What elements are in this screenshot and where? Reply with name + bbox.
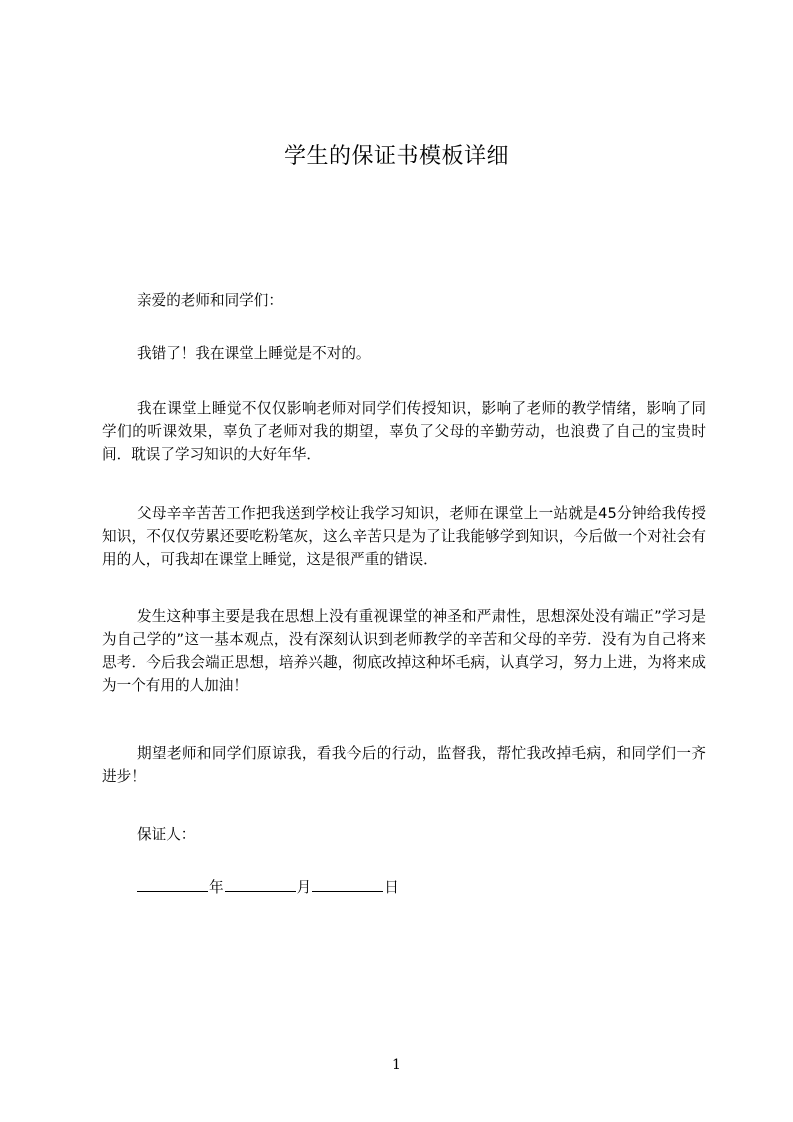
guarantor-label: 保证人： bbox=[137, 826, 196, 843]
date-line bbox=[137, 876, 400, 899]
day-label: 日 bbox=[384, 879, 399, 896]
paragraph-apology: 我错了！我在课堂上睡觉是不对的。 bbox=[137, 345, 371, 362]
day-blank bbox=[312, 876, 383, 892]
month-blank bbox=[225, 876, 296, 892]
paragraph-impact: 我在课堂上睡觉不仅仅影响老师对同学们传授知识，影响了老师的教学情绪，影响了同学们的听课效果，辜负了老师对我的期望，辜负了父母的辛勤劳动，也浪费了自己的宝贵时间．耽误了学习知识的大好年华． bbox=[102, 400, 706, 463]
page-number: 1 bbox=[392, 1057, 401, 1073]
month-label: 月 bbox=[296, 879, 312, 896]
paragraph-hope: 期望老师和同学们原谅我，看我今后的行动，监督我，帮忙我改掉毛病，和同学们一齐进步！ bbox=[102, 745, 706, 785]
year-label: 年 bbox=[209, 879, 224, 896]
year-blank bbox=[137, 876, 208, 892]
salutation: 亲爱的老师和同学们： bbox=[137, 292, 283, 309]
document-title: 学生的保证书模板详细 bbox=[283, 144, 509, 169]
paragraph-reflection: 发生这种事主要是我在思想上没有重视课堂的神圣和严肃性，思想深处没有端正”学习是为自己学的”这一基本观点，没有深刻认识到老师教学的辛苦和父母的辛劳．没有为自己将来思考．今后我会端正思想，培养兴趣，彻底改掉这种坏毛病，认真学习，努力上进，为将来成为一个有用的人加油！ bbox=[102, 608, 706, 694]
paragraph-parents: 父母辛辛苦苦工作把我送到学校让我学习知识，老师在课堂上一站就是45分钟给我传授知识，不仅仅劳累还要吃粉笔灰，这么辛苦只是为了让我能够学到知识，今后做一个对社会有用的人，可我却在课堂上睡觉，这是很严重的错误． bbox=[102, 505, 706, 568]
